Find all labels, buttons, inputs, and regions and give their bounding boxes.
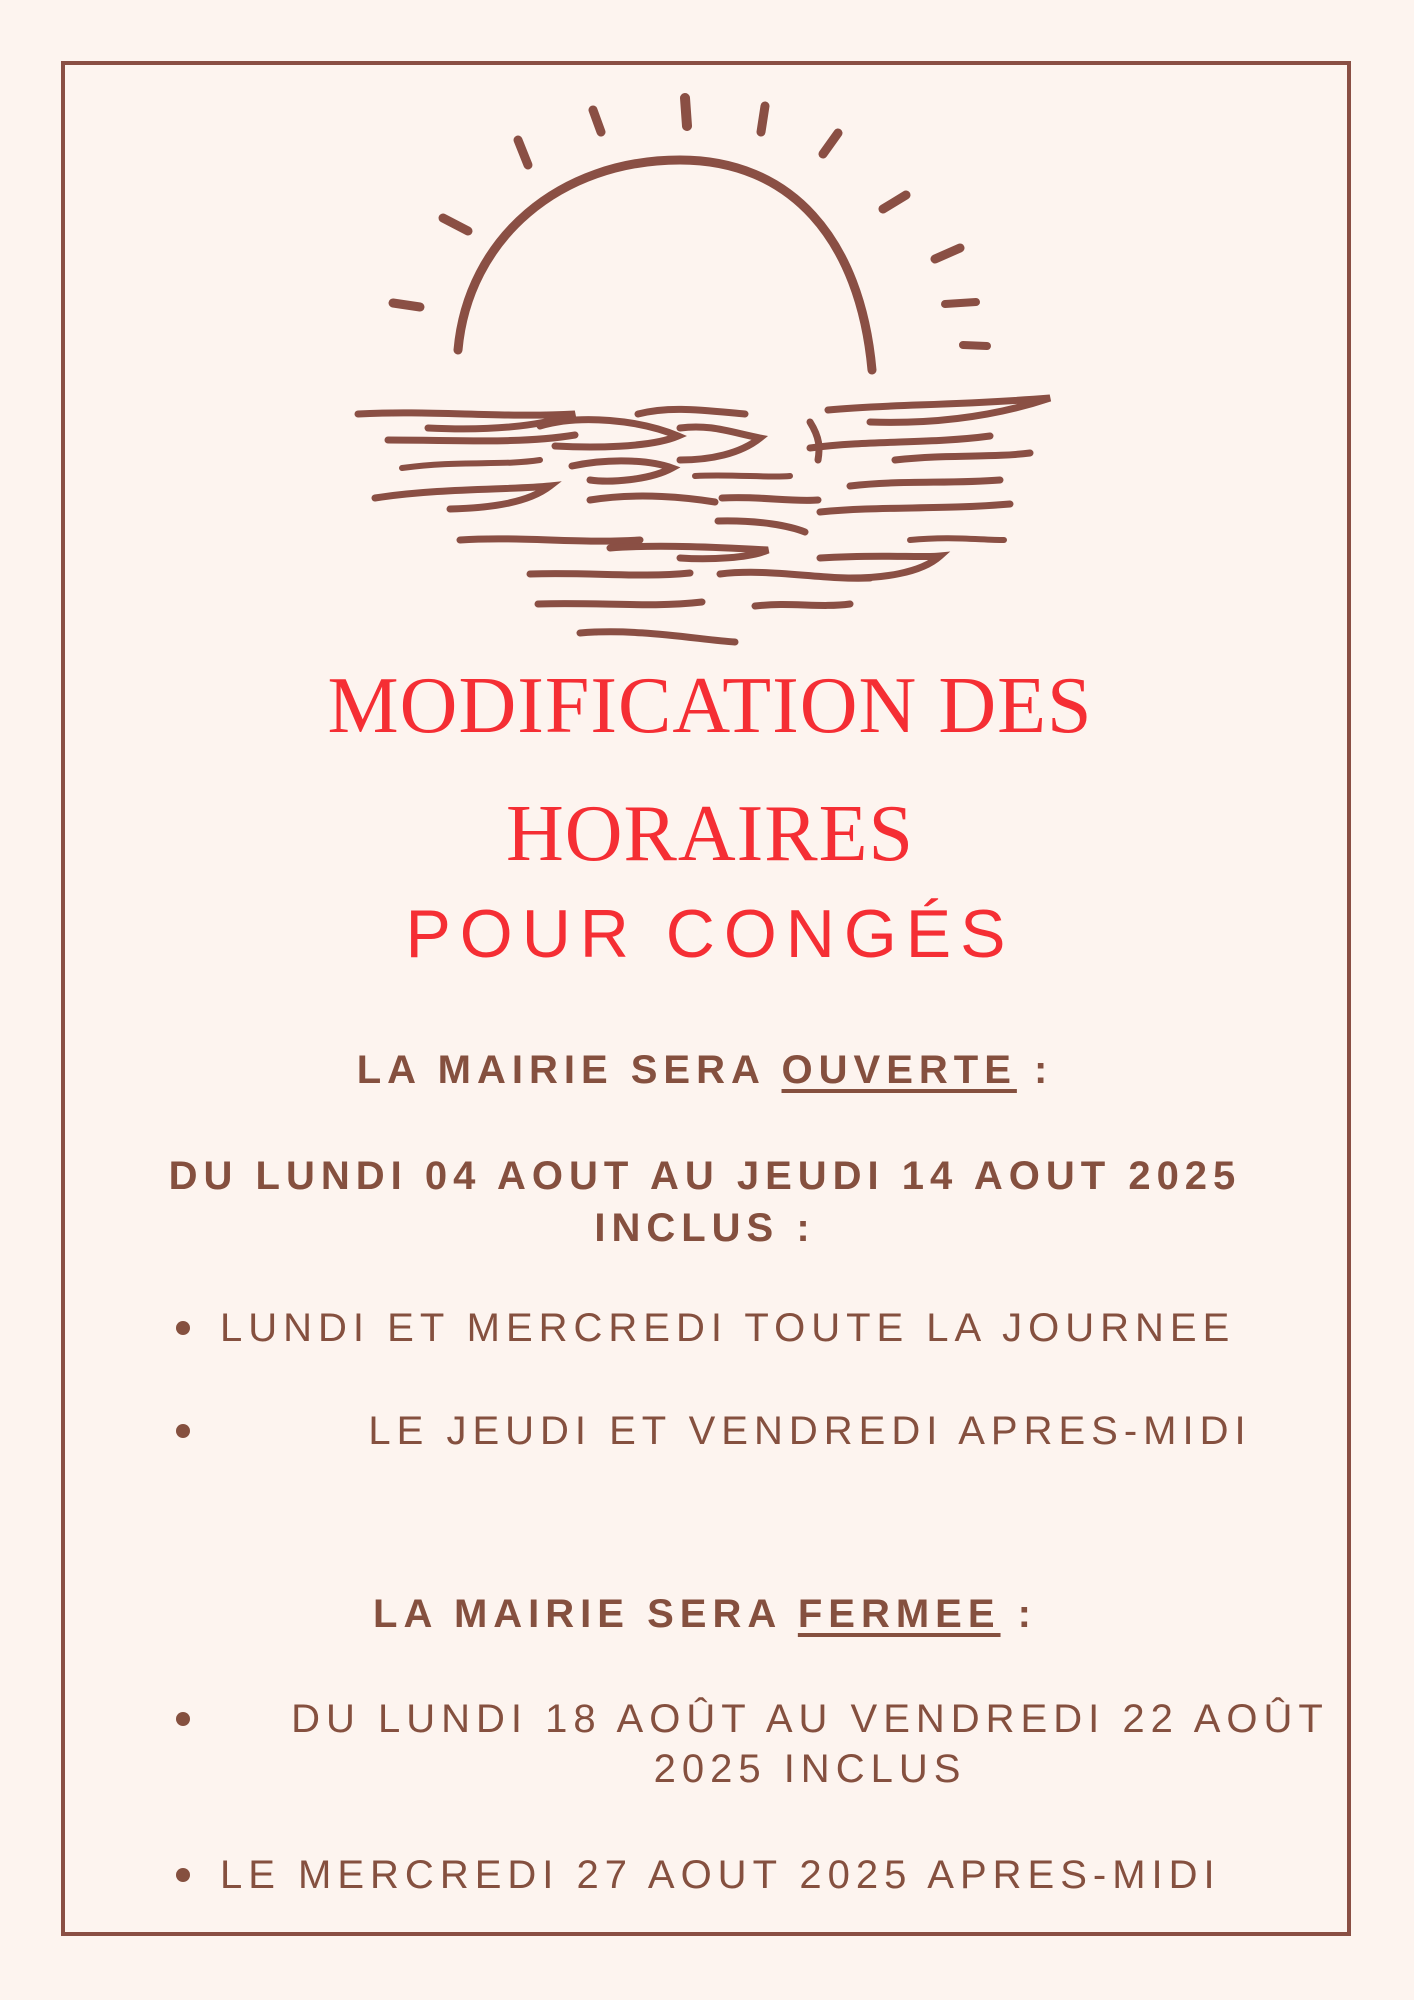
subtitle: POUR CONGÉS [405,896,1015,972]
bullet-icon [176,1321,190,1335]
list-item-text: DU LUNDI 18 AOÛT AU VENDREDI 22 AOÛT 2025 INCLUS [291,1697,1329,1791]
open-heading-prefix: LA MAIRIE SERA [356,1048,782,1092]
list-item-text: LUNDI ET MERCREDI TOUTE LA JOURNEE [220,1306,1236,1350]
open-heading-suffix: : [1016,1048,1054,1092]
bullet-icon [176,1868,190,1882]
open-heading [150,1044,1260,1096]
open-period: DU LUNDI 04 AOUT AU JEUDI 14 AOUT 2025 INCLUS : [168,1154,1242,1250]
closed-heading [150,1588,1260,1640]
sun-over-waves-icon [350,88,1060,658]
list-item-text: LE MERCREDI 27 AOUT 2025 APRES-MIDI [220,1853,1221,1897]
title-line-2: HORAIRES [505,790,915,878]
closed-keyword: FERMEE [797,1592,1001,1636]
title-line-1: MODIFICATION DES [327,662,1093,750]
bullet-icon [176,1424,190,1438]
bullet-icon [176,1712,190,1726]
open-keyword: OUVERTE [781,1048,1017,1092]
list-item-text: LE JEUDI ET VENDREDI APRES-MIDI [368,1409,1252,1453]
closed-heading-suffix: : [1000,1592,1037,1636]
closed-heading-prefix: LA MAIRIE SERA [373,1592,798,1636]
